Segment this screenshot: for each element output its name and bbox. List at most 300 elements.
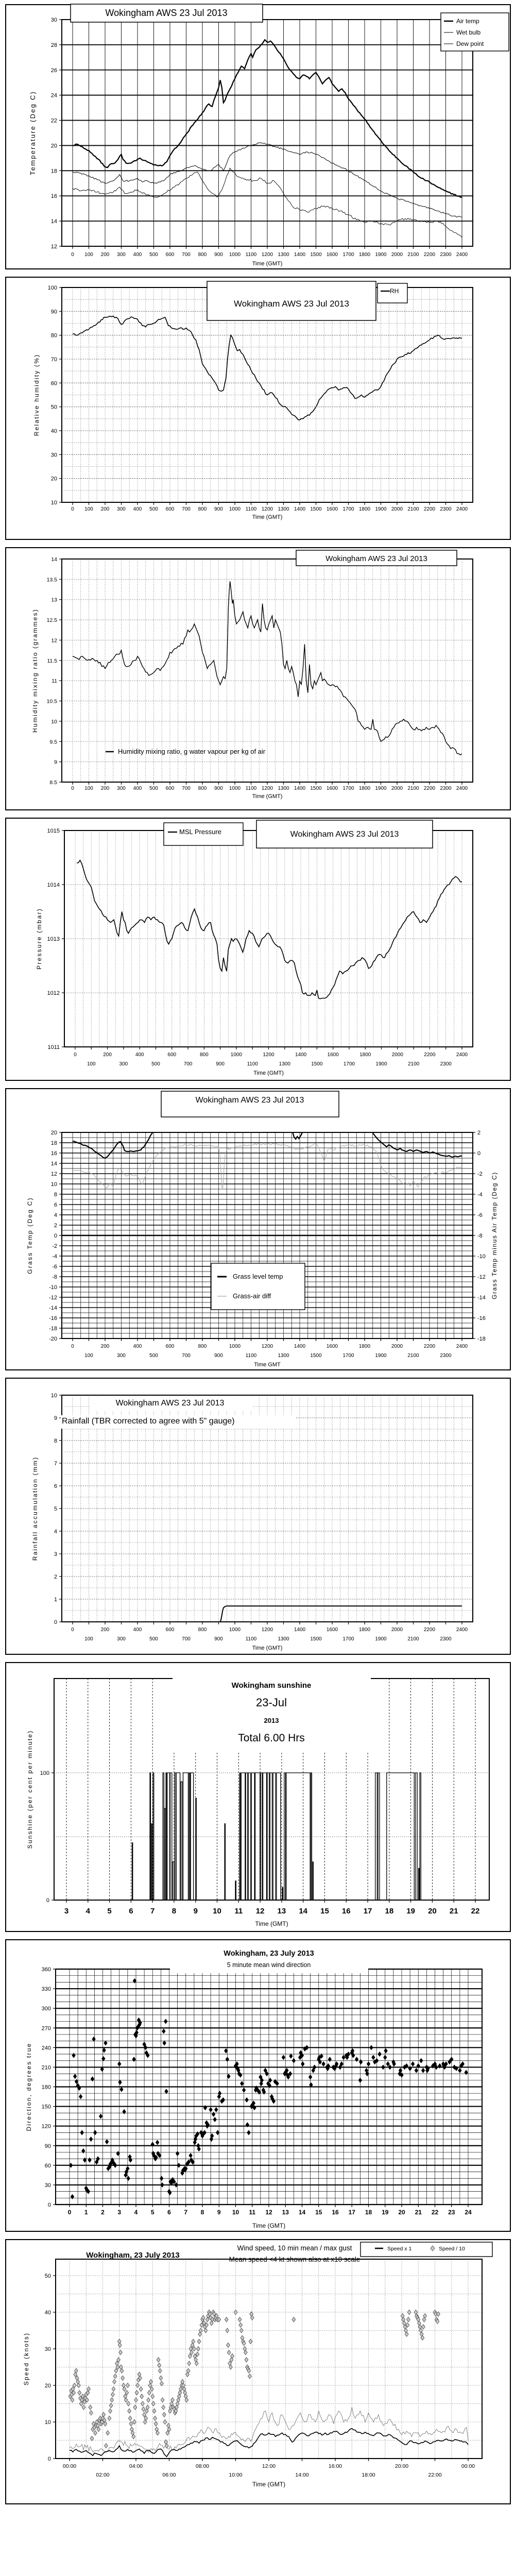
x-tick-label: 16 <box>332 2209 339 2216</box>
x-tick-label: 3 <box>117 2209 122 2216</box>
y-tick-label: 10 <box>50 1181 57 1188</box>
x-tick-label: 1200 <box>261 252 273 258</box>
x-tick-label: 11 <box>249 2209 256 2216</box>
x-tick-label: 17 <box>363 1907 372 1916</box>
x-tick-label: 1700 <box>342 252 354 258</box>
legend-label: Wet bulb <box>456 29 481 36</box>
x-tick-label: 0 <box>71 252 74 258</box>
y-tick-label: 330 <box>41 1986 51 1993</box>
y2-tick-label: -6 <box>477 1212 483 1218</box>
x-axis-title: Time GMT <box>254 1362 281 1368</box>
y-tick-label: 5 <box>54 1506 57 1512</box>
y-tick-label: 10 <box>50 1393 57 1399</box>
y-tick-label: 0 <box>46 1897 49 1904</box>
x-tick-label: 100 <box>84 1636 93 1642</box>
y-tick-label: 24 <box>50 92 57 99</box>
y-axis-title: Speed (knots) <box>23 2332 30 2386</box>
x-tick-label: 9 <box>217 2209 221 2216</box>
x-tick-label: 21 <box>449 1907 458 1916</box>
y-tick-label: 30 <box>44 2182 51 2189</box>
y-tick-label: 90 <box>50 309 57 315</box>
x-tick-label: 1900 <box>375 506 387 512</box>
y-tick-label: 10.5 <box>46 698 57 705</box>
x-tick-label: 7 <box>150 1907 155 1916</box>
x-tick-label: 600 <box>165 786 175 791</box>
x-tick-label: 400 <box>133 252 142 258</box>
y-tick-label: 18 <box>50 1140 57 1146</box>
y-tick-label: 90 <box>44 2143 51 2149</box>
y-tick-label: 1012 <box>47 990 60 996</box>
x-tick-label: 1400 <box>294 1627 306 1633</box>
x-axis-title: Time (GMT) <box>252 793 283 800</box>
y-tick-label: 30 <box>50 452 57 459</box>
x-tick-label: 1600 <box>326 1344 338 1349</box>
y-axis-title: Humidity mixing ratio (grammes) <box>31 608 39 733</box>
x-tick-label: 14 <box>299 1907 308 1916</box>
x-tick-label: 1900 <box>375 1353 387 1359</box>
x-tick-label: 2300 <box>440 252 452 258</box>
y-tick-label: 11.5 <box>47 657 57 664</box>
x-tick-label: 1800 <box>358 506 371 512</box>
x-tick-label: 12:00 <box>262 2463 276 2469</box>
y-tick-label: 100 <box>40 1770 49 1776</box>
x-tick-label: 1300 <box>278 1353 289 1359</box>
chart-title: Wokingham AWS 23 Jul 2013 <box>234 299 349 309</box>
x-tick-label: 600 <box>167 1052 177 1058</box>
legend-label: Grass level temp <box>233 1273 283 1280</box>
y-tick-label: 20 <box>44 2383 51 2389</box>
x-tick-label: 800 <box>198 506 207 512</box>
x-tick-label: 300 <box>117 1353 126 1359</box>
x-tick-label: 2400 <box>456 1627 468 1633</box>
y-tick-label: 50 <box>50 404 57 411</box>
x-tick-label: 600 <box>165 1344 175 1349</box>
chart-title: Wokingham, 23 July 2013 <box>224 1950 314 1958</box>
x-tick-label: 2200 <box>423 252 436 258</box>
x-tick-label: 100 <box>84 506 93 512</box>
x-tick-label: 18:00 <box>362 2472 375 2478</box>
x-tick-label: 21 <box>415 2209 422 2216</box>
x-axis-title: Time (GMT) <box>252 2222 286 2229</box>
x-tick-label: 2000 <box>391 1627 403 1633</box>
x-tick-label: 02:00 <box>96 2472 110 2478</box>
y-tick-label: 180 <box>41 2084 51 2091</box>
y-tick-label: -18 <box>49 1326 57 1332</box>
x-tick-label: 1000 <box>229 1627 241 1633</box>
y-tick-label: 10 <box>51 718 57 725</box>
y-tick-label: 1015 <box>47 828 60 834</box>
y-axis-title: Pressure (mbar) <box>36 908 43 970</box>
x-tick-label: 5 <box>150 2209 154 2216</box>
y-tick-label: -16 <box>49 1315 57 1321</box>
x-tick-label: 2100 <box>408 1061 420 1067</box>
x-tick-label: 7 <box>184 2209 188 2216</box>
chart-title: Wokingham AWS 23 Jul 2013 <box>115 1399 225 1408</box>
legend-label: Speed / 10 <box>439 2246 465 2252</box>
x-tick-label: 1200 <box>261 506 273 512</box>
x-axis-title: Time (GMT) <box>252 261 283 267</box>
y-tick-label: 4 <box>54 1529 57 1535</box>
x-tick-label: 1300 <box>278 786 289 791</box>
x-tick-label: 500 <box>149 506 158 512</box>
y-tick-label: 28 <box>50 42 57 48</box>
x-tick-label: 06:00 <box>162 2472 176 2478</box>
x-tick-label: 1500 <box>310 786 322 791</box>
x-tick-label: 400 <box>133 1627 142 1633</box>
y-tick-label: 0 <box>47 2456 51 2462</box>
y-tick-label: 14 <box>50 218 57 225</box>
x-tick-label: 1000 <box>229 506 241 512</box>
x-tick-label: 16 <box>341 1907 351 1916</box>
x-tick-label: 2100 <box>407 506 419 512</box>
x-tick-label: 12 <box>265 2209 272 2216</box>
x-tick-label: 1100 <box>245 252 257 258</box>
y-tick-label: -6 <box>52 1264 57 1270</box>
y-tick-label: 210 <box>41 2064 51 2071</box>
x-tick-label: 2300 <box>440 1636 452 1642</box>
x-tick-label: 1000 <box>229 252 241 258</box>
y-tick-label: 100 <box>47 285 57 291</box>
y-tick-label: 30 <box>50 17 57 23</box>
x-tick-label: 300 <box>117 506 126 512</box>
x-axis-title: Time (GMT) <box>255 1920 288 1927</box>
chart-title: Wind speed, 10 min mean / max gust <box>237 2244 352 2252</box>
x-tick-label: 1300 <box>278 506 289 512</box>
x-tick-label: 0 <box>71 506 74 512</box>
legend-label: Dew point <box>456 40 484 47</box>
y-tick-label: 13 <box>51 597 57 603</box>
x-tick-label: 2000 <box>391 252 403 258</box>
x-tick-label: 23 <box>448 2209 455 2216</box>
x-tick-label: 10:00 <box>229 2472 243 2478</box>
x-tick-label: 1300 <box>278 252 289 258</box>
y-tick-label: 6 <box>54 1202 57 1208</box>
y-tick-label: 18 <box>50 168 57 175</box>
x-tick-label: 200 <box>100 1627 110 1633</box>
chart-wind-speed <box>5 2239 511 2504</box>
y-tick-label: -20 <box>49 1336 57 1342</box>
y-tick-label: 20 <box>50 476 57 482</box>
y-tick-label: 40 <box>50 428 57 434</box>
x-tick-label: 1900 <box>375 1636 387 1642</box>
x-tick-label: 2100 <box>407 252 419 258</box>
x-tick-label: 2000 <box>391 1052 403 1058</box>
x-tick-label: 2400 <box>456 786 468 791</box>
chart-title: Wokingham AWS 23 Jul 2013 <box>195 1096 304 1105</box>
x-tick-label: 0 <box>71 786 74 791</box>
x-axis-title: Time (GMT) <box>252 514 283 520</box>
chart-title: 23-Jul <box>256 1696 287 1709</box>
x-tick-label: 13 <box>282 2209 289 2216</box>
x-tick-label: 2000 <box>391 786 403 791</box>
y-tick-label: -10 <box>49 1284 57 1291</box>
x-tick-label: 1800 <box>358 1344 371 1349</box>
chart-title: Total 6.00 Hrs <box>238 1732 305 1744</box>
x-tick-label: 1900 <box>375 252 387 258</box>
y2-tick-label: -16 <box>477 1315 486 1321</box>
y-tick-label: 30 <box>44 2346 51 2352</box>
legend-label: RH <box>390 287 399 295</box>
x-tick-label: 2300 <box>440 1061 452 1067</box>
y-axis-title: Sunshine (per cent per minute) <box>26 1730 33 1849</box>
x-tick-label: 17 <box>348 2209 355 2216</box>
x-tick-label: 2 <box>101 2209 105 2216</box>
x-tick-label: 1000 <box>229 786 241 791</box>
y-tick-label: 12 <box>50 244 57 250</box>
x-tick-label: 19 <box>382 2209 389 2216</box>
legend-label: MSL Pressure <box>179 828 221 836</box>
x-tick-label: 16:00 <box>328 2463 342 2469</box>
y2-tick-label: 2 <box>477 1130 481 1136</box>
x-tick-label: 500 <box>149 1353 158 1359</box>
x-axis-title: Time (GMT) <box>253 1070 284 1076</box>
x-tick-label: 11 <box>234 1907 243 1916</box>
x-tick-label: 0 <box>67 2209 72 2216</box>
y-tick-label: -2 <box>52 1243 57 1249</box>
y-tick-label: 4 <box>54 1212 57 1218</box>
x-tick-label: 13 <box>277 1907 286 1916</box>
x-tick-label: 2400 <box>456 252 468 258</box>
legend-label: Humidity mixing ratio, g water vapour per kg of air <box>118 748 266 755</box>
x-tick-label: 700 <box>182 252 191 258</box>
x-tick-label: 1600 <box>326 252 338 258</box>
x-tick-label: 15 <box>315 2209 322 2216</box>
y2-tick-label: -12 <box>477 1274 486 1280</box>
x-tick-label: 2100 <box>407 786 419 791</box>
x-tick-label: 1400 <box>295 1052 307 1058</box>
x-tick-label: 800 <box>199 1052 209 1058</box>
y-tick-label: 0 <box>54 1619 57 1625</box>
x-tick-label: 2200 <box>423 786 436 791</box>
x-tick-label: 2300 <box>440 786 452 791</box>
x-tick-label: 2100 <box>407 1636 419 1642</box>
x-tick-label: 1300 <box>278 1636 289 1642</box>
x-tick-label: 200 <box>100 1344 110 1349</box>
x-tick-label: 1400 <box>294 506 306 512</box>
y-tick-label: 2 <box>54 1223 57 1229</box>
y-tick-label: 12 <box>51 637 57 644</box>
x-tick-label: 1400 <box>294 1344 306 1349</box>
x-tick-label: 1700 <box>342 786 354 791</box>
x-tick-label: 500 <box>151 1061 160 1067</box>
x-tick-label: 200 <box>103 1052 112 1058</box>
x-tick-label: 8 <box>171 1907 177 1916</box>
x-tick-label: 800 <box>198 252 207 258</box>
y-tick-label: 6 <box>54 1483 57 1489</box>
y-tick-label: 12 <box>50 1171 57 1177</box>
x-tick-label: 2200 <box>423 506 436 512</box>
y-tick-label: 10 <box>44 2419 51 2426</box>
x-tick-label: 2200 <box>424 1052 436 1058</box>
x-tick-label: 500 <box>149 252 158 258</box>
y-tick-label: 0 <box>47 2202 51 2208</box>
chart-title: Wokingham AWS 23 Jul 2013 <box>105 8 228 18</box>
x-tick-label: 1700 <box>342 506 354 512</box>
y-axis-title: Rainfall accumulation (mm) <box>31 1456 39 1561</box>
y-tick-label: -14 <box>49 1305 57 1311</box>
x-tick-label: 6 <box>167 2209 171 2216</box>
chart-title: Wokingham AWS 23 Jul 2013 <box>325 554 427 563</box>
x-tick-label: 1300 <box>279 1061 290 1067</box>
x-tick-label: 600 <box>165 252 175 258</box>
x-tick-label: 1000 <box>230 1052 243 1058</box>
x-tick-label: 1700 <box>342 1636 354 1642</box>
x-tick-label: 1800 <box>358 786 371 791</box>
y-tick-label: 14 <box>50 1161 57 1167</box>
y-tick-label: 1013 <box>47 936 60 942</box>
x-tick-label: 1400 <box>294 252 306 258</box>
x-tick-label: 800 <box>198 1627 207 1633</box>
x-tick-label: 22:00 <box>428 2472 442 2478</box>
y2-tick-label: -18 <box>477 1336 486 1342</box>
y-tick-label: 8 <box>54 1438 57 1444</box>
x-tick-label: 400 <box>133 506 142 512</box>
x-tick-label: 2100 <box>407 1353 419 1359</box>
x-tick-label: 12 <box>255 1907 265 1916</box>
x-tick-label: 4 <box>134 2209 138 2216</box>
y-tick-label: 22 <box>50 117 57 124</box>
y-tick-label: 70 <box>50 357 57 363</box>
x-tick-label: 1000 <box>229 1344 241 1349</box>
x-tick-label: 2200 <box>423 1627 436 1633</box>
x-tick-label: 1600 <box>326 506 338 512</box>
chart-title: 5 minute mean wind direction <box>227 1961 311 1969</box>
x-tick-label: 700 <box>182 1353 191 1359</box>
y-tick-label: 150 <box>41 2104 51 2110</box>
x-tick-label: 600 <box>165 1627 175 1633</box>
y-tick-label: 13.5 <box>46 577 57 583</box>
x-tick-label: 300 <box>117 1636 126 1642</box>
x-tick-label: 22 <box>471 1907 480 1916</box>
x-tick-label: 5 <box>107 1907 112 1916</box>
x-tick-label: 8 <box>200 2209 204 2216</box>
y2-tick-label: -8 <box>477 1233 483 1239</box>
x-tick-label: 300 <box>117 252 126 258</box>
chart-title: Wokingham AWS 23 Jul 2013 <box>290 830 399 839</box>
x-tick-label: 500 <box>149 1636 158 1642</box>
x-tick-label: 10 <box>232 2209 239 2216</box>
x-tick-label: 1600 <box>326 786 338 791</box>
x-tick-label: 4 <box>85 1907 90 1916</box>
x-tick-label: 2300 <box>440 1353 452 1359</box>
x-tick-label: 400 <box>133 786 142 791</box>
x-tick-label: 19 <box>406 1907 415 1916</box>
x-tick-label: 1700 <box>342 1353 354 1359</box>
x-tick-label: 1600 <box>327 1052 339 1058</box>
legend-label: Grass-air diff <box>233 1292 271 1300</box>
x-tick-label: 18 <box>385 1907 394 1916</box>
y-tick-label: 12.5 <box>46 617 57 624</box>
y-tick-label: 16 <box>50 193 57 200</box>
y2-tick-label: -10 <box>477 1253 486 1260</box>
x-tick-label: 20 <box>398 2209 405 2216</box>
x-tick-label: 00:00 <box>62 2463 77 2469</box>
x-tick-label: 1500 <box>310 1636 322 1642</box>
x-tick-label: 0 <box>74 1052 77 1058</box>
x-tick-label: 2000 <box>391 506 403 512</box>
y-tick-label: 50 <box>44 2273 51 2279</box>
x-tick-label: 800 <box>198 786 207 791</box>
x-tick-label: 2400 <box>456 506 468 512</box>
y-tick-label: 1 <box>54 1597 57 1603</box>
y-tick-label: 240 <box>41 2045 51 2052</box>
y-tick-label: 0 <box>54 1233 57 1239</box>
x-tick-label: 100 <box>84 1353 93 1359</box>
x-axis-title: Time (GMT) <box>252 2481 286 2488</box>
x-tick-label: 1400 <box>294 786 306 791</box>
y-tick-label: 40 <box>44 2310 51 2316</box>
x-tick-label: 2400 <box>456 1052 468 1058</box>
x-tick-label: 1500 <box>310 1353 322 1359</box>
x-tick-label: 1600 <box>326 1627 338 1633</box>
x-tick-label: 10 <box>213 1907 221 1916</box>
x-tick-label: 18 <box>365 2209 372 2216</box>
x-tick-label: 2400 <box>456 1344 468 1349</box>
y-tick-label: 20 <box>50 143 57 149</box>
y-axis-title: Relative humidity (%) <box>33 353 40 436</box>
x-tick-label: 20:00 <box>394 2463 409 2469</box>
y2-axis-title: Grass Temp minus Air Temp (Deg C) <box>491 1172 498 1299</box>
x-tick-label: 400 <box>133 1344 142 1349</box>
y-tick-label: 60 <box>50 380 57 387</box>
x-tick-label: 22 <box>431 2209 439 2216</box>
chart-title: 2013 <box>264 1717 279 1724</box>
y-tick-label: 9 <box>54 759 57 766</box>
y-tick-label: -12 <box>49 1295 57 1301</box>
x-tick-label: 2300 <box>440 506 452 512</box>
x-tick-label: 00:00 <box>461 2463 475 2469</box>
y-tick-label: 2 <box>54 1574 57 1580</box>
x-tick-label: 1100 <box>245 786 257 791</box>
x-tick-label: 200 <box>100 252 110 258</box>
x-tick-label: 900 <box>216 1061 225 1067</box>
y-tick-label: 8.5 <box>49 779 57 786</box>
y-tick-label: 3 <box>54 1551 57 1557</box>
x-tick-label: 300 <box>117 786 126 791</box>
x-tick-label: 100 <box>84 786 93 791</box>
x-axis-title: Time (GMT) <box>252 1645 283 1651</box>
x-tick-label: 500 <box>149 786 158 791</box>
x-tick-label: 900 <box>214 252 223 258</box>
x-tick-label: 700 <box>182 786 191 791</box>
x-tick-label: 900 <box>214 1636 223 1642</box>
y-axis-title: Direction, degrees true <box>25 2042 32 2131</box>
legend-label: Speed x 1 <box>387 2246 412 2252</box>
y-tick-label: 20 <box>50 1130 57 1136</box>
x-tick-label: 100 <box>87 1061 96 1067</box>
x-tick-label: 700 <box>183 1061 193 1067</box>
x-tick-label: 1100 <box>245 1636 257 1642</box>
y-tick-label: 120 <box>41 2123 51 2130</box>
y-tick-label: -4 <box>52 1253 57 1260</box>
x-tick-label: 1200 <box>261 1627 273 1633</box>
chart-title: Wokingham sunshine <box>231 1681 312 1690</box>
x-tick-label: 800 <box>198 1344 207 1349</box>
x-tick-label: 0 <box>71 1627 74 1633</box>
x-tick-label: 1800 <box>359 1052 371 1058</box>
x-tick-label: 200 <box>100 506 110 512</box>
x-tick-label: 1500 <box>311 1061 323 1067</box>
x-tick-label: 100 <box>84 252 93 258</box>
x-tick-label: 08:00 <box>195 2463 210 2469</box>
x-tick-label: 0 <box>71 1344 74 1349</box>
x-tick-label: 9 <box>193 1907 198 1916</box>
x-tick-label: 1500 <box>310 506 322 512</box>
y-tick-label: 1011 <box>47 1044 60 1050</box>
x-tick-label: 1100 <box>245 1353 257 1359</box>
y-tick-label: 14 <box>51 556 57 563</box>
x-tick-label: 900 <box>214 786 223 791</box>
